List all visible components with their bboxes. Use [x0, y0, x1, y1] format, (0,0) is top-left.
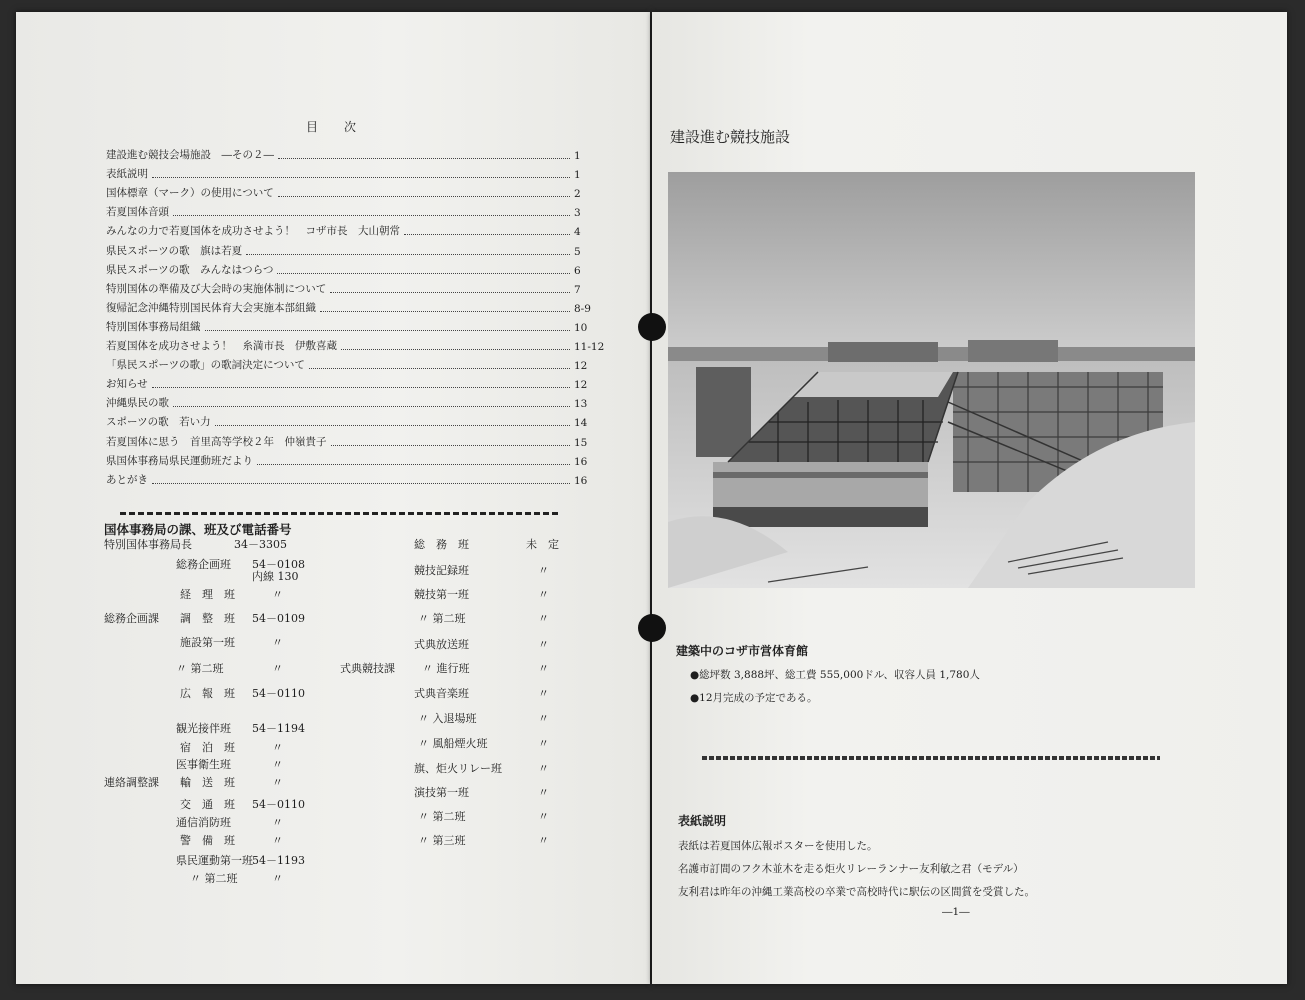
toc-leader-dots: [173, 406, 570, 407]
directory-entry: 〃: [538, 588, 549, 601]
directory-entry: 式典放送班: [414, 638, 469, 651]
directory-entry: 総務企画班: [176, 558, 231, 571]
directory-entry: 〃: [538, 786, 549, 799]
toc-entry-page: 13: [574, 398, 588, 411]
directory-entry: 経 理 班: [180, 588, 235, 601]
directory-entry: 54－0110: [252, 798, 305, 811]
toc-leader-dots: [257, 464, 570, 465]
directory-entry: 〃 第二班: [418, 810, 466, 823]
directory-entry: 式典音楽班: [414, 687, 469, 700]
directory-entry: 〃: [538, 762, 549, 775]
directory-entry: 式典競技課: [340, 662, 395, 675]
gymnasium-construction-image: [668, 172, 1195, 588]
toc-entry: [106, 259, 598, 277]
directory-entry: 施設第一班: [180, 636, 235, 649]
directory-entry: 医事衛生班: [176, 758, 231, 771]
toc-entry-title: 県国体事務局県民運動班だより: [106, 454, 253, 467]
toc-entry: [106, 392, 598, 410]
toc-entry-title: お知らせ: [106, 378, 148, 391]
toc-entry: [106, 431, 598, 449]
toc-leader-dots: [331, 445, 571, 446]
directory-entry: 特別国体事務局長: [104, 538, 192, 551]
toc-entry-title: 県民スポーツの歌 みんなはつらつ: [106, 263, 274, 276]
toc-entry-title: 沖縄県民の歌: [106, 397, 169, 410]
toc-leader-dots: [278, 158, 570, 159]
toc-entry-page: 10: [574, 321, 588, 334]
toc-entry-title: 「県民スポーツの歌」の歌詞決定について: [106, 359, 305, 372]
toc-entry: [106, 201, 598, 219]
divider: [120, 512, 560, 515]
directory-entry: 〃: [272, 834, 283, 847]
directory-entry: 旗、炬火リレー班: [414, 762, 502, 775]
directory-entry: 〃: [538, 737, 549, 750]
directory-entry: 〃: [538, 638, 549, 651]
toc-entry-title: 特別国体事務局組織: [106, 320, 201, 333]
toc-title: 目次: [306, 120, 383, 134]
toc-leader-dots: [215, 425, 570, 426]
directory-entry: 輸 送 班: [180, 776, 235, 789]
directory-entry: 〃 風船煙火班: [418, 737, 488, 750]
toc-entry: [106, 220, 598, 238]
directory-entry: 通信消防班: [176, 816, 231, 829]
directory-entry: 54－1193: [252, 854, 305, 867]
toc-entry-title: 若夏国体に思う 首里高等学校２年 仲嶺貴子: [106, 435, 327, 448]
binding-hole: [638, 614, 666, 642]
directory-entry: 総 務 班: [414, 538, 469, 551]
directory-heading: 国体事務局の課、班及び電話番号: [104, 522, 292, 537]
directory-entry: 未 定: [526, 538, 559, 551]
toc-entry-title: スポーツの歌 若い力: [106, 416, 211, 429]
toc-entry-page: 2: [574, 188, 581, 201]
toc-leader-dots: [320, 311, 570, 312]
toc-leader-dots: [330, 292, 570, 293]
left-page: [16, 12, 650, 984]
toc-entry: [106, 373, 598, 391]
toc-leader-dots: [152, 177, 570, 178]
toc-entry-title: 復帰記念沖縄特別国民体育大会実施本部組織: [106, 301, 316, 314]
toc-entry-page: 4: [574, 226, 581, 239]
directory-entry: 〃: [538, 810, 549, 823]
toc-entry-title: 表紙説明: [106, 168, 148, 181]
toc-entry-page: 8-9: [574, 302, 591, 315]
toc-entry-page: 12: [574, 360, 588, 373]
toc-entry-title: 若夏国体音頭: [106, 206, 169, 219]
toc-entry-page: 7: [574, 283, 581, 296]
toc-entry-page: 3: [574, 207, 581, 220]
directory-entry: 〃: [272, 588, 283, 601]
directory-entry: 〃: [538, 712, 549, 725]
toc-leader-dots: [404, 234, 570, 235]
directory-entry: 警 備 班: [180, 834, 235, 847]
directory-entry: 〃 進行班: [422, 662, 470, 675]
toc-leader-dots: [341, 349, 570, 350]
toc-leader-dots: [278, 196, 570, 197]
directory-entry: 〃 第二班: [418, 612, 466, 625]
directory-entry: 〃 第二班: [176, 662, 224, 675]
toc-entry: [106, 316, 598, 334]
directory-entry: 広 報 班: [180, 687, 235, 700]
toc-entry: [106, 297, 598, 315]
directory-entry: 54－0109: [252, 612, 305, 625]
directory-entry: 54－1194: [252, 722, 305, 735]
directory-entry: 競技第一班: [414, 588, 469, 601]
toc-entry-page: 16: [574, 474, 588, 487]
toc-entry: [106, 278, 598, 296]
directory-entry: 54－0108: [252, 558, 305, 571]
toc-leader-dots: [309, 368, 570, 369]
toc-entry: [106, 144, 598, 162]
toc-leader-dots: [152, 483, 570, 484]
directory-entry: 連絡調整課: [104, 776, 159, 789]
cover-description-line: 友利君は昨年の沖縄工業高校の卒業で高校時代に駅伝の区間賞を受賞した。: [678, 886, 1035, 898]
toc-entry-page: 11-12: [574, 341, 605, 353]
toc-entry: [106, 469, 598, 487]
page-heading: 建設進む競技施設: [670, 128, 791, 146]
photo-caption-line: ●総坪数 3,888坪、総工費 555,000ドル、収容人員 1,780人: [690, 669, 980, 681]
directory-entry: 〃: [272, 872, 283, 885]
directory-entry: 54－0110: [252, 687, 305, 700]
directory-entry: 県民運動第一班: [176, 854, 253, 867]
toc-entry: [106, 163, 598, 181]
toc-entry: [106, 240, 598, 258]
toc-entry-title: 国体標章（マーク）の使用について: [106, 187, 274, 200]
directory-entry: 調 整 班: [180, 612, 235, 625]
directory-entry: 宿 泊 班: [180, 741, 235, 754]
directory-entry: 競技記録班: [414, 564, 469, 577]
toc-leader-dots: [246, 254, 570, 255]
right-page: [652, 12, 1287, 984]
binding-hole: [638, 313, 666, 341]
cover-description-line: 表紙は若夏国体広報ポスターを使用した。: [678, 840, 878, 852]
toc-entry: [106, 354, 598, 372]
cover-description-line: 名護市訂間のフク木並木を走る炬火リレーランナー友利敏之君（モデル）: [678, 863, 1024, 875]
directory-entry: 〃 入退場班: [418, 712, 477, 725]
toc-leader-dots: [173, 215, 570, 216]
directory-entry: 〃: [538, 687, 549, 700]
directory-entry: 〃: [538, 612, 549, 625]
directory-entry: 〃: [538, 564, 549, 577]
toc-entry-page: 5: [574, 245, 581, 258]
toc-entry-page: 1: [574, 150, 581, 162]
photo-caption-line: ●12月完成の予定である。: [690, 692, 818, 704]
construction-photo: [668, 172, 1195, 588]
directory-entry: 観光接伴班: [176, 722, 231, 735]
directory-entry: 〃 第三班: [418, 834, 466, 847]
directory-entry: 〃: [272, 662, 283, 675]
toc-entry-page: 14: [574, 417, 588, 430]
directory-entry: 〃: [272, 816, 283, 829]
directory-entry: 〃 第二班: [190, 872, 238, 885]
directory-entry: 内線 130: [252, 570, 299, 583]
directory-entry: 〃: [272, 636, 283, 649]
toc-entry-page: 16: [574, 455, 588, 468]
directory-entry: 〃: [272, 741, 283, 754]
toc-entry-page: 1: [574, 169, 581, 182]
cover-description-title: 表紙説明: [678, 814, 727, 828]
toc-entry-title: 建設進む競技会場施設 ―その２―: [106, 149, 274, 161]
directory-entry: 総務企画課: [104, 612, 159, 625]
toc-entry-title: 若夏国体を成功させよう！ 糸満市長 伊敷喜蔵: [106, 340, 337, 352]
page-number: ―1―: [942, 906, 970, 918]
toc-leader-dots: [152, 387, 570, 388]
toc-entry-title: 特別国体の準備及び大会時の実施体制について: [106, 282, 327, 295]
directory-entry: 交 通 班: [180, 798, 235, 811]
toc-entry-page: 15: [574, 436, 588, 449]
directory-entry: 〃: [538, 834, 549, 847]
divider: [702, 756, 1160, 760]
toc-entry: [106, 450, 598, 468]
toc-entry-page: 12: [574, 379, 588, 392]
directory-entry: 34－3305: [234, 538, 287, 551]
directory-entry: 〃: [272, 776, 283, 789]
toc-leader-dots: [205, 330, 571, 331]
toc-leader-dots: [277, 273, 570, 274]
directory-entry: 〃: [272, 758, 283, 771]
toc-entry: [106, 411, 598, 429]
directory-entry: 演技第一班: [414, 786, 469, 799]
toc-entry-title: 県民スポーツの歌 旗は若夏: [106, 244, 243, 257]
toc-entry: [106, 182, 598, 200]
toc-entry-title: あとがき: [106, 473, 148, 486]
toc-entry-title: みんなの力で若夏国体を成功させよう！ コザ市長 大山朝常: [106, 225, 400, 238]
photo-caption-title: 建築中のコザ市営体育館: [676, 644, 809, 658]
toc-entry: [106, 335, 605, 353]
toc-entry-page: 6: [574, 264, 581, 277]
directory-entry: 〃: [538, 662, 549, 675]
